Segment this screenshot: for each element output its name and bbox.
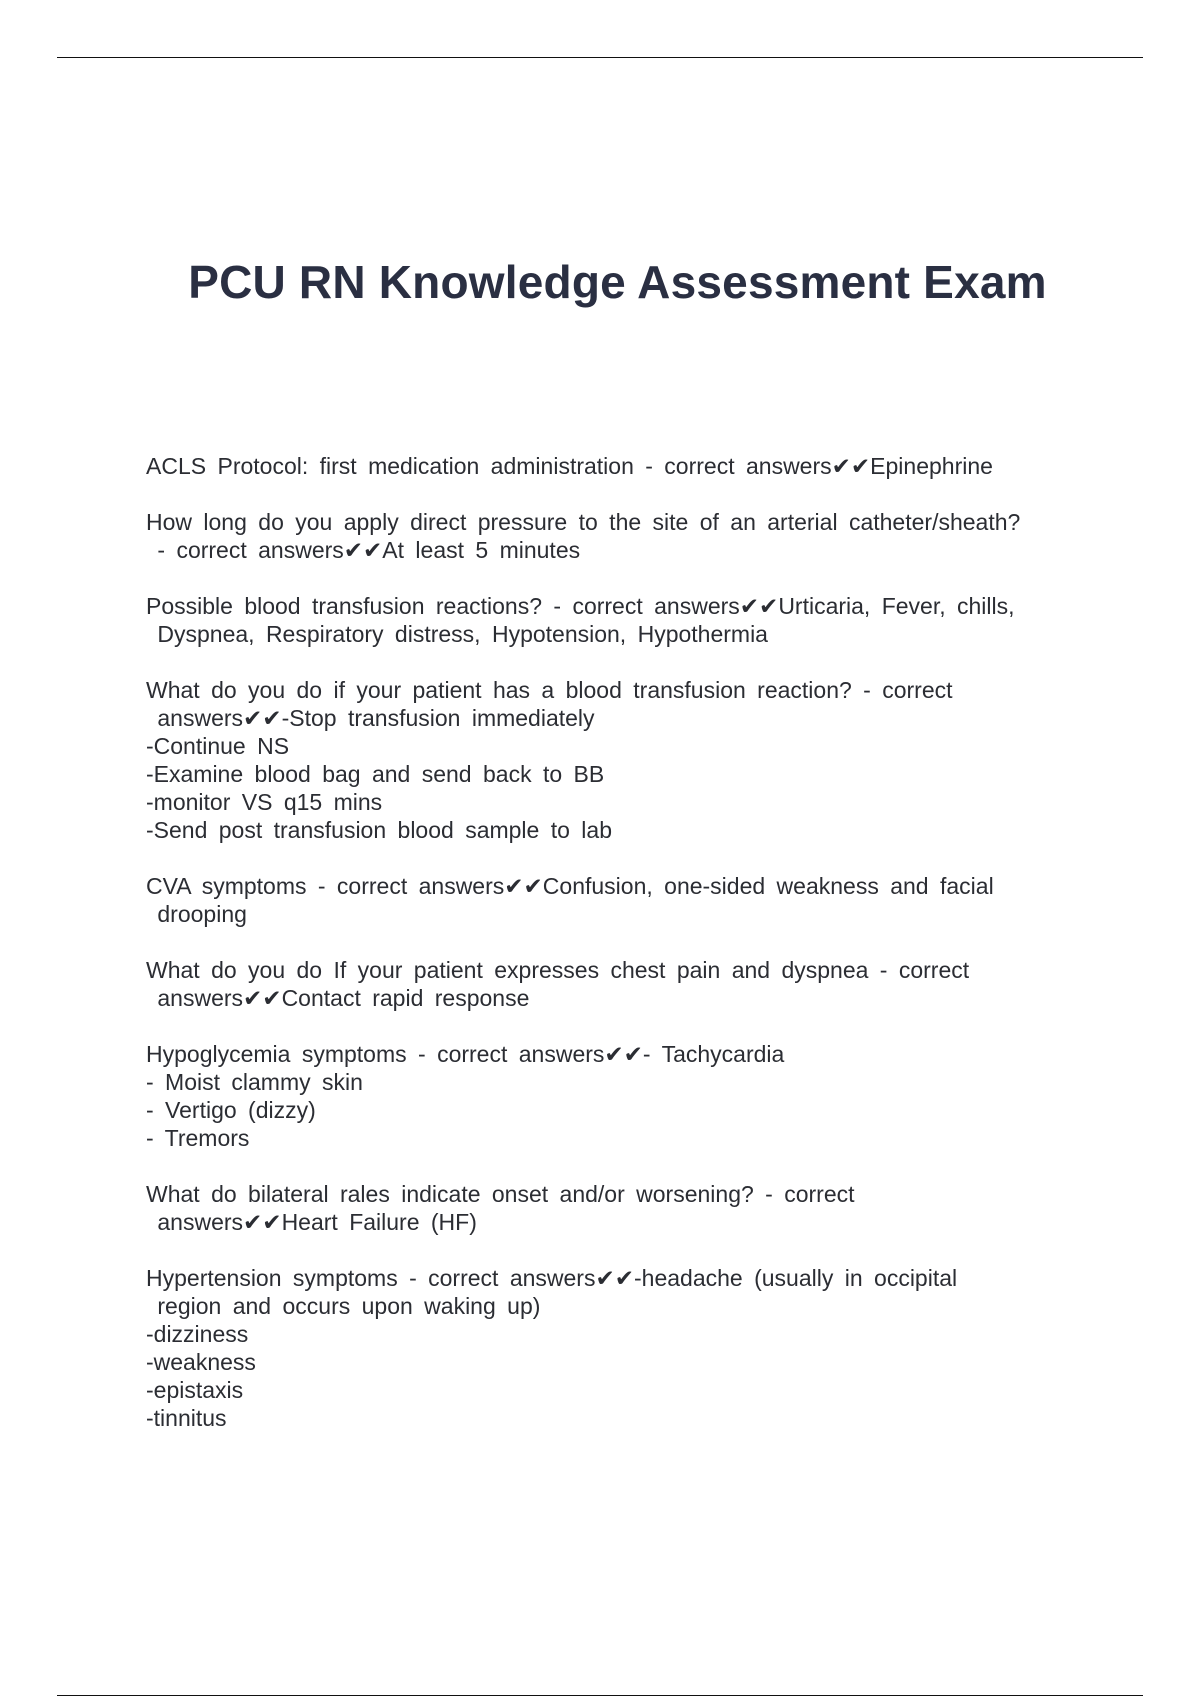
qa-line: How long do you apply direct pressure to the site of an arterial catheter/sheath?	[146, 509, 1021, 535]
qa-line: Hypoglycemia symptoms - correct answers✔✔- Tachycardia	[146, 1041, 785, 1067]
qa-line: Dyspnea, Respiratory distress, Hypotension, Hypothermia	[146, 621, 768, 647]
qa-line: Hypertension symptoms - correct answers✔✔-headache (usually in occipital	[146, 1265, 958, 1291]
qa-item	[146, 452, 1096, 480]
bottom-divider	[57, 1695, 1143, 1696]
qa-item	[146, 592, 1096, 648]
qa-line: CVA symptoms - correct answers✔✔Confusion, one-sided weakness and facial	[146, 873, 994, 899]
top-divider	[57, 57, 1143, 58]
qa-line: ACLS Protocol: first medication administration - correct answers✔✔Epinephrine	[146, 453, 993, 479]
qa-line: -epistaxis	[146, 1377, 244, 1403]
qa-line: - correct answers✔✔At least 5 minutes	[146, 537, 581, 563]
qa-item	[146, 1264, 1096, 1432]
qa-line: - Tremors	[146, 1125, 250, 1151]
qa-line: -tinnitus	[146, 1405, 227, 1431]
qa-line: What do you do if your patient has a blood transfusion reaction? - correct	[146, 677, 953, 703]
qa-line: answers✔✔Heart Failure (HF)	[146, 1209, 477, 1235]
qa-line: - Moist clammy skin	[146, 1069, 363, 1095]
qa-line: -Send post transfusion blood sample to lab	[146, 817, 612, 843]
qa-line: -Examine blood bag and send back to BB	[146, 761, 605, 787]
qa-line: What do you do If your patient expresses chest pain and dyspnea - correct	[146, 957, 970, 983]
qa-line: -dizziness	[146, 1321, 249, 1347]
qa-line: answers✔✔Contact rapid response	[146, 985, 530, 1011]
qa-list	[146, 452, 1096, 1460]
qa-item	[146, 956, 1096, 1012]
qa-item	[146, 1040, 1096, 1152]
qa-item	[146, 872, 1096, 928]
qa-line: -weakness	[146, 1349, 256, 1375]
qa-item	[146, 676, 1096, 844]
document-title: PCU RN Knowledge Assessment Exam	[188, 256, 1047, 308]
qa-line: region and occurs upon waking up)	[146, 1293, 541, 1319]
qa-item	[146, 1180, 1096, 1236]
qa-line: answers✔✔-Stop transfusion immediately	[146, 705, 595, 731]
qa-line: Possible blood transfusion reactions? - correct answers✔✔Urticaria, Fever, chills,	[146, 593, 1015, 619]
qa-line: drooping	[146, 901, 247, 927]
qa-line: -Continue NS	[146, 733, 290, 759]
qa-line: -monitor VS q15 mins	[146, 789, 383, 815]
qa-item	[146, 508, 1096, 564]
qa-line: - Vertigo (dizzy)	[146, 1097, 316, 1123]
qa-line: What do bilateral rales indicate onset and/or worsening? - correct	[146, 1181, 855, 1207]
